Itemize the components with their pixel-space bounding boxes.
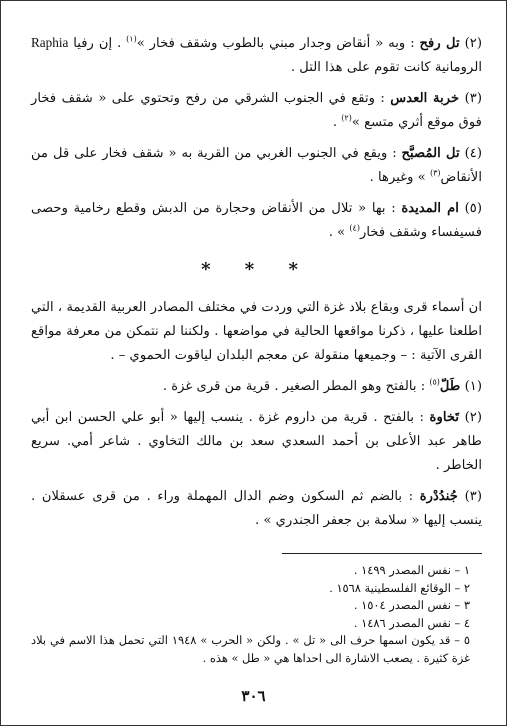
entry-text: : وبه « أنقاض وجدار مبني بالطوب وشقف فخار »: [136, 36, 420, 51]
entry-text: : بالفتح . قرية من داروم غزة . ينسب إليها « أبو علي الحسن ابن أبي طاهر عبد الأعلى بن أحمد السعدي سعد بن مالك التخاوي . شاعر أمي. سريع الخاطر .: [31, 410, 482, 473]
entry-tell-rafah: [31, 31, 482, 80]
entry-name: ام المديدة: [401, 201, 459, 216]
page-number: ٣٠٦: [241, 687, 266, 705]
entry-number: (٣): [464, 91, 482, 106]
entry-text: : ويقع في الجنوب الغربي من القرية به « شقف فخار على قل من الأنقاض: [31, 146, 482, 185]
entry-text: : وتقع في الجنوب الشرقي من رفح وتحتوي على « شقف فخار فوق موقع أثري متسع »: [31, 91, 482, 130]
latin-term: Raphia: [31, 35, 69, 50]
footnotes: [31, 562, 482, 667]
entry-text: . إن رفيا: [68, 36, 127, 51]
entry-text: الرومانية كانت تقوم على هذا التل .: [290, 60, 482, 75]
footnote-3: ٣ – نفس المصدر ١٥٠٤ .: [353, 598, 470, 612]
entry-tell-musabbah: [31, 142, 482, 190]
footnote-1: ١ – نفس المصدر ١٤٩٩ .: [353, 563, 470, 577]
entry-text: .: [332, 115, 342, 130]
entry-text: : بها « تلال من الأنقاض وحجارة من الدبش وقطع رخامية وحصى فسيفساء وشقف فخار: [31, 201, 482, 240]
footnote-2: ٢ – الوقائع الفلسطينية ١٥٦٨ .: [329, 580, 470, 595]
entry-number: (٣): [464, 489, 482, 504]
village-takhawa: [31, 406, 482, 478]
section-separator: * * *: [201, 259, 312, 280]
footnote-5: ٥ – قد يكون اسمها حرف الى « تل » . ولكن « الحرب » ١٩٤٨ التي تحمل هذا الاسم في بلاد غزة كثيرة . يصعب الاشارة الى احداها هي « طل » هذه .: [31, 633, 470, 665]
footnote-4: ٤ – نفس المصدر ١٤٨٦ .: [353, 615, 470, 630]
village-tall: [31, 375, 482, 399]
entry-number: (٢): [464, 36, 482, 51]
page-content: [31, 31, 482, 667]
footnote-ref: (١): [126, 34, 137, 44]
entry-number: (١): [464, 379, 482, 394]
entry-text: : بالفتح وهو المطر الصغير . قرية من قرى غزة .: [162, 379, 430, 394]
entry-text: » .: [328, 225, 350, 240]
entry-name: تل المُصبَّح: [401, 146, 460, 161]
entry-number: (٢): [464, 410, 482, 425]
entry-name: جُندُدْرة: [419, 489, 458, 504]
footnote-ref: (٣): [429, 168, 441, 178]
entry-name: خربة العدس: [390, 91, 460, 106]
village-jundudra: [31, 485, 482, 533]
entry-name: طَلّ: [439, 379, 461, 394]
footnote-divider: [282, 553, 482, 554]
footnote-ref: (٤): [349, 223, 360, 233]
entry-name: تَخاوة: [429, 410, 460, 425]
entry-text: : بالضم ثم السكون وضم الدال المهملة وراء . من قرى عسقلان . ينسب إليها « سلامة بن جعفر الجندري » .: [31, 489, 482, 528]
entry-khirbet-adas: [31, 87, 482, 135]
entry-number: (٤): [464, 146, 482, 161]
entry-umm-madida: [31, 197, 482, 245]
entry-name: تل رفح: [419, 36, 460, 51]
footnote-ref: (٢): [341, 113, 352, 123]
intro-paragraph: ان أسماء قرى وبقاع بلاد غزة التي وردت في مختلف المصادر العربية القديمة ، التي اطلعنا عليها ، ذكرنا مواقعها الحالية في مواضعها . ولكننا لم نتمكن من معرفة مواقع القرى الآتية : – وجميعها منقولة عن معجم البلدان لياقوت الحموي – .: [31, 300, 482, 363]
entry-text: » وغيرها .: [369, 170, 430, 185]
entry-number: (٥): [464, 201, 483, 216]
footnote-ref: (٥): [429, 377, 440, 387]
